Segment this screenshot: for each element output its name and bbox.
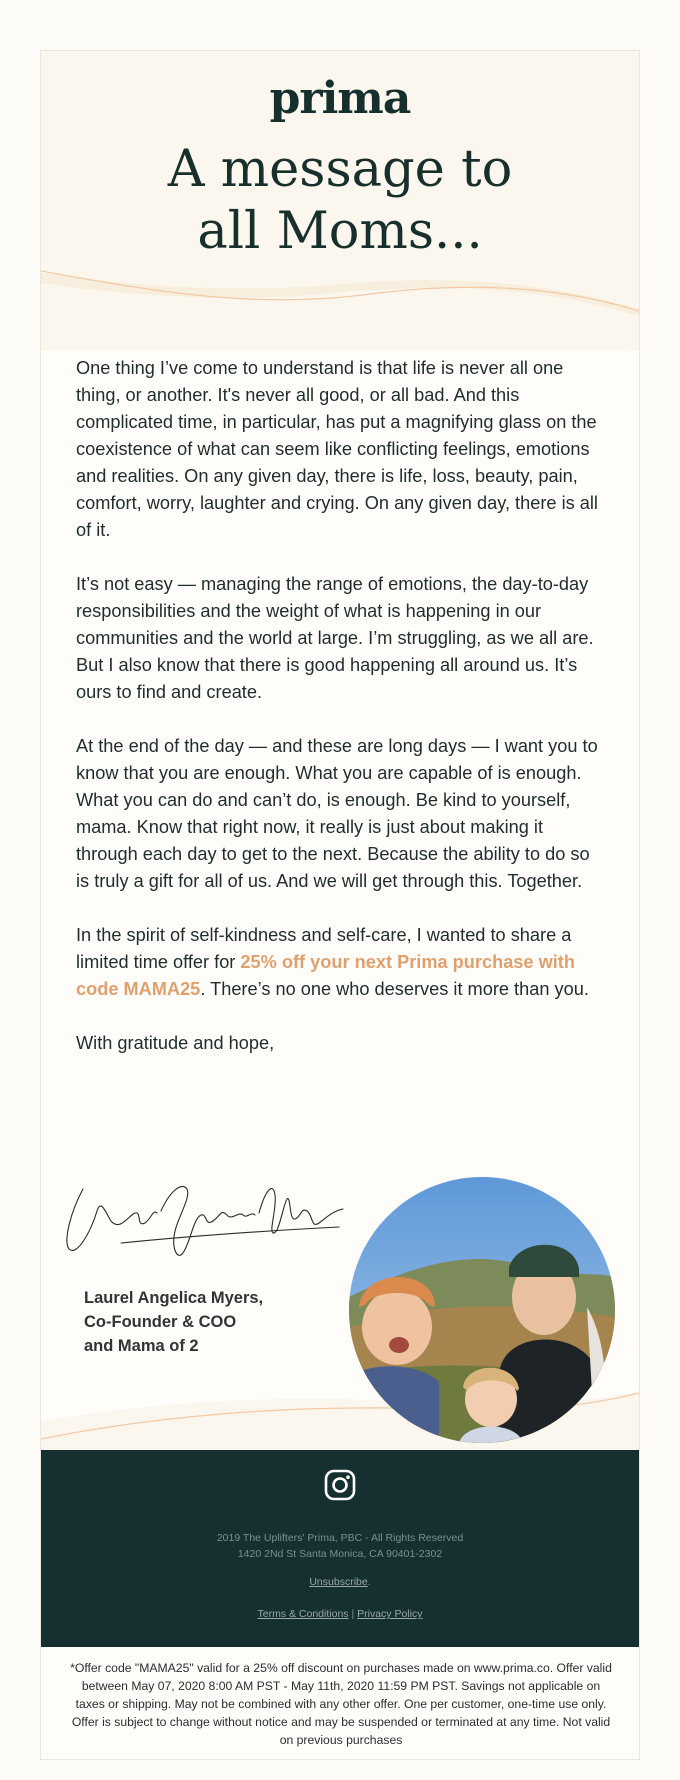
legal-links [41,1608,639,1620]
signature-text: Laurel Angelica Myers [61,1171,71,1172]
privacy-link[interactable]: Privacy Policy [357,1608,423,1620]
signer-block [84,1286,324,1358]
offer-disclaimer: *Offer code "MAMA25" valid for a 25% off discount on purchases made on www.prima.co. Offer valid between May 07, 2020 8:00 AM PST - May 11th, 2020 11:59 PM PST. Savings not applicable on taxes or shipping. May not be combined with any other offer. One per customer, one-time use only. Offer is subject to change without notice and may be suspended or terminated at any time. Not valid on previous purchases [70,1661,612,1747]
promo-offer: 25% off your next Prima purchase with code MAMA25 [76,952,575,999]
unsubscribe-row [41,1576,639,1588]
paragraph-3: At the end of the day — and these are long days — I want you to know that you are enough. What you are capable of is enough. What you can do and can’t do, is enough. Be kind to yourself, mama. Know that right now, it really is just about making it through each day to get to the next. Because the ability to do so is truly a gift for all of us. And we will get through this. Together. [76,736,598,891]
copyright-text: 2019 The Uplifters' Prima, PBC - All Rights Reserved [216,1532,464,1544]
unsubscribe-suffix: . [367,1576,371,1588]
footer [41,1450,639,1647]
closing-line: With gratitude and hope, [76,1033,275,1053]
family-photo [349,1177,615,1443]
unsubscribe-link[interactable]: Unsubscribe [309,1576,368,1588]
paragraph-4 [76,922,606,1003]
email-card [40,50,640,1760]
offer-intro: In the spirit of self-kindness and self-care, I wanted to share a limited time offer for [76,925,572,972]
terms-link[interactable]: Terms & Conditions [257,1608,349,1620]
signer-title: Co-Founder & COO [84,1313,237,1331]
signer-note: and Mama of 2 [84,1337,199,1355]
offer-outro: . There’s no one who deserves it more than you. [200,979,589,999]
handwritten-signature [61,1171,351,1271]
letter-body [76,355,606,1084]
signature-section [41,1111,639,1501]
brand-logo[interactable]: prima [269,73,411,124]
address-text: 1420 2Nd St Santa Monica, CA 90401-2302 [237,1548,443,1560]
paragraph-1: One thing I’ve come to understand is that life is never all one thing, or another. It's never all good, or all bad. And this complicated time, in particular, has put a magnifying glass on the coexistence of what can seem like conflicting feelings, emotions and realities. On any given day, there is life, loss, beauty, pain, comfort, worry, laughter and crying. On any given day, there is all of it. [76,358,598,540]
paragraph-2: It’s not easy — managing the range of emotions, the day-to-day responsibilities and the weight of what is happening in our communities and the world at large. I’m struggling, as we all are. But I also know that there is good happening all around us. It’s ours to find and create. [76,574,594,702]
headline-line-2: all Moms... [197,202,483,261]
link-separator: | [351,1608,355,1620]
headline [41,139,639,263]
instagram-icon[interactable] [324,1469,356,1501]
headline-line-1: A message to [167,140,513,199]
signer-name: Laurel Angelica Myers, [84,1289,264,1307]
